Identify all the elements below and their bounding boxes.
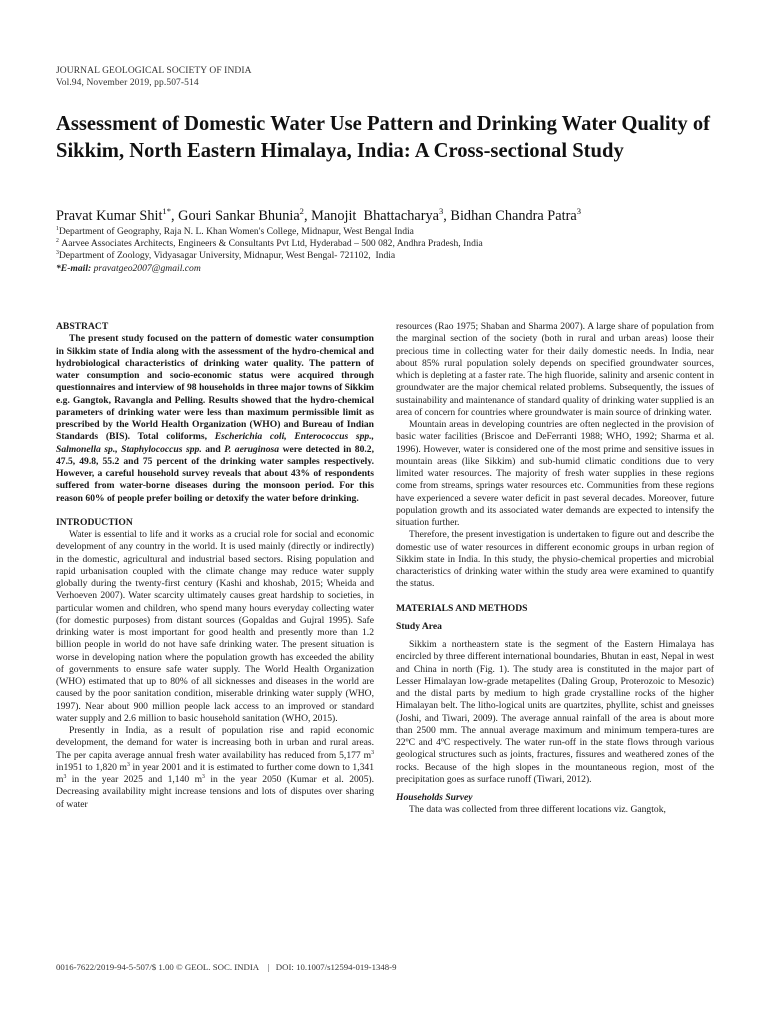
affiliation-mark: 3: [56, 250, 59, 257]
author-name: Gouri Sankar Bhunia: [178, 208, 300, 224]
introduction-paragraph: Water is essential to life and it works as a crucial role for social and economic development of any country in the world. It is used mainly (directly or indirectly) in the domestic, agricultural and industrial based sectors. Rising population and rapid urbanisation coupled with the climate change may reduce water supply globally during the twenty-first century (Kashi and khoshab, 2015; Wheida and Verhoeven 2007). Water scarcity ultimately causes great hardship to societies, in particular women and children, who spend many hours everyday collecting water (for domestic purposes) from distant sources (Gopaldas and Gujral 1995). Safe drinking water is most important for good health and presently more than 1.2 billion people in world do not have safe drinking water. The present situation is worse in developing nation where the population growth has exceeded the ability of governments to ensure safe water supply. The World Health Organization (WHO) estimated that up to 80% of all sicknesses and diseases in the world are caused by the poor sanitation condition, miserable drinking water supply (WHO, 1997). Near about 900 million people lack access to an improved or standard water supply and 2.6 million to basic household sanitation (WHO, 2015).: [56, 529, 374, 724]
affiliation-line: [56, 226, 736, 238]
affiliation-text: Department of Geography, Raja N. L. Khan Women's College, Midnapur, West Bengal India: [58, 226, 414, 237]
households-survey-paragraph: The data was collected from three different locations viz. Gangtok,: [409, 804, 666, 816]
left-column: [56, 321, 374, 811]
affiliations: [56, 226, 736, 275]
methods-heading: MATERIALS AND METHODS: [396, 602, 528, 614]
page-footer: 0016-7622/2019-94-5-507/$ 1.00 © GEOL. SOC. INDIA | DOI: 10.1007/s12594-019-1348-9: [56, 962, 397, 972]
abstract-heading: ABSTRACT: [56, 321, 109, 332]
affiliation-text: Department of Zoology, Vidyasagar University, Midnapur, West Bengal- 721102, India: [58, 250, 396, 262]
affiliation-mark: 1: [56, 225, 59, 232]
journal-name: JOURNAL GEOLOGICAL SOCIETY OF INDIA: [56, 66, 252, 76]
journal-header: [56, 65, 252, 89]
affiliation-mark: 2: [56, 238, 59, 245]
author-affiliation-mark: 2: [299, 206, 304, 217]
households-survey-heading: Households Survey: [396, 792, 473, 803]
introduction-paragraph: Therefore, the present investigation is undertaken to figure out and describe the domestic use of water resources in different economic groups in urban region of Sikkim state in India. In this study, the physio-chemical properties and microbial characteristics of drinking water within the study area were examined to quantify the status.: [396, 529, 714, 590]
journal-volume: Vol.94, November 2019, pp.507-514: [56, 78, 199, 88]
introduction-paragraph: Mountain areas in developing countries are often neglected in the provision of basic water facilities (Briscoe and DeFerranti 1988; WHO, 1992; Sharma et al. 1996). However, water is considered one of the most prime and sensitive issues in mountain areas (like Sikkim) and sub-humid climatic conditions due to very limited water resources. The majority of fresh water supplies in these regions come from streams, springs water resources etc. Communities from these regions have experienced a severe water deficit in past several decades. Moreover, future population growth and its associated water demands are expected to intensify the situation further.: [396, 419, 714, 528]
email-line: [56, 263, 736, 275]
introduction-paragraph: resources (Rao 1975; Shaban and Sharma 2007). A large share of population from the marginal section of the society (both in rural and urban areas) loose their precious time in collecting water for their daily domestic needs. In India, near about 85% rural population solely depends on specified groundwater sources, which is depleting at a faster rate. The high fluoride, salinity and arsenic content in groundwater are the major chemical related problems. Subsequently, the issues of sustainability and maintenance of standard quality of drinking water supplied is an area of concern for countries where groundwater is main source of drinking water.: [396, 321, 714, 418]
affiliation-line: [56, 238, 736, 250]
author-name: Bidhan Chandra Patra: [450, 208, 577, 224]
abstract-text: The present study focused on the pattern of domestic water consumption in Sikkim state of India along with the assessment of the hydro-chemical and hydrobiological characteristics of drinking water quality. The pattern of water consumption and socio-economic status were acquired through questionnaires and interview of 98 households in three major towns of Sikkim e.g. Gangtok, Ravangla and Pelling. Results showed that the hydro-chemical parameters of drinking water were less than maximum permissible limit as prescribed by the World Health Organization (WHO) and Bureau of Indian Standards (BIS). Total coliforms, Escherichia coli, Enterococcus spp., Salmonella sp., Staphylococcus spp. and P. aeruginosa were detected in 80.2, 47.5, 49.8, 55.2 and 75 percent of the drinking water samples respectively. However, a careful household survey reveals that about 43% of respondents suffered from water-borne diseases during the monsoon period. For this reason 60% of people prefer boiling or detoxify the water before drinking.: [56, 333, 375, 504]
author-name: Manojit Bhattacharya: [311, 208, 439, 224]
author-affiliation-mark: 1*: [162, 206, 171, 217]
affiliation-line: [56, 250, 736, 262]
paper-title: Assessment of Domestic Water Use Pattern and Drinking Water Quality of Sikkim, North Eastern Himalaya, India: A Cross-sectional Study: [56, 113, 711, 162]
affiliation-text: Aarvee Associates Architects, Engineers & Consultants Pvt Ltd, Hyderabad – 500 082, Andhra Pradesh, India: [61, 238, 483, 250]
email-address[interactable]: pravatgeo2007@gmail.com: [93, 262, 201, 274]
email-label: *E-mail:: [56, 262, 92, 274]
author-affiliation-mark: 3: [576, 206, 581, 217]
author-name: Pravat Kumar Shit: [56, 208, 163, 224]
introduction-paragraph: Presently in India, as a result of population rise and rapid economic development, the demand for water is increasing both in urban and rural areas. The per capita average annual fresh water availability has reduced from 5,177 $m^3$ in1951 to 1,820 $m^3$ in year 2001 and it is estimated to further come down to 1,341 $m^3$ in the year 2025 and 1,140 $m^3$ in the year 2050 (Kumar et al. 2005). Decreasing availability might increase tensions and lots of disputes over sharing of water: [56, 725, 375, 810]
study-area-paragraph: Sikkim a northeastern state is the segment of the Eastern Himalaya has encircled by three different international boundaries, Bhutan in east, Nepal in west and China in north (Fig. 1). The study area is constituted in the major part of Lesser Himalayan low-grade metapelites (Daling Group, Proterozoic to Mesozic) and the distal parts by medium to high grade crystalline rocks of the higher Himalayan belt. The litho-logical units are quartzites, phyllite, schist and gneisses (Joshi, and Tiwari, 2009). The average annual rainfall of the area is about more than 2500 mm. The annual average maximum and minimum tempera-tures are 22ºC and 4ºC respectively. The water run-off in the state flows through various geological structures such as joints, fractures, fissures and weathered zones of the rocks. Because of the high slopes in the mountaneous region, most of the precipitation goes as surface runoff (Tiwari, 2012).: [396, 639, 714, 785]
introduction-heading: INTRODUCTION: [56, 516, 133, 528]
study-area-heading: Study Area: [396, 620, 442, 632]
right-column: [396, 321, 714, 817]
author-affiliation-mark: 3: [438, 206, 444, 217]
author-list: Pravat Kumar Shit$^{1*}$, Gouri Sankar Bhunia$^2$, Manojit Bhattacharya$^3$, Bidhan Chandra Patra$^3$: [56, 206, 581, 224]
